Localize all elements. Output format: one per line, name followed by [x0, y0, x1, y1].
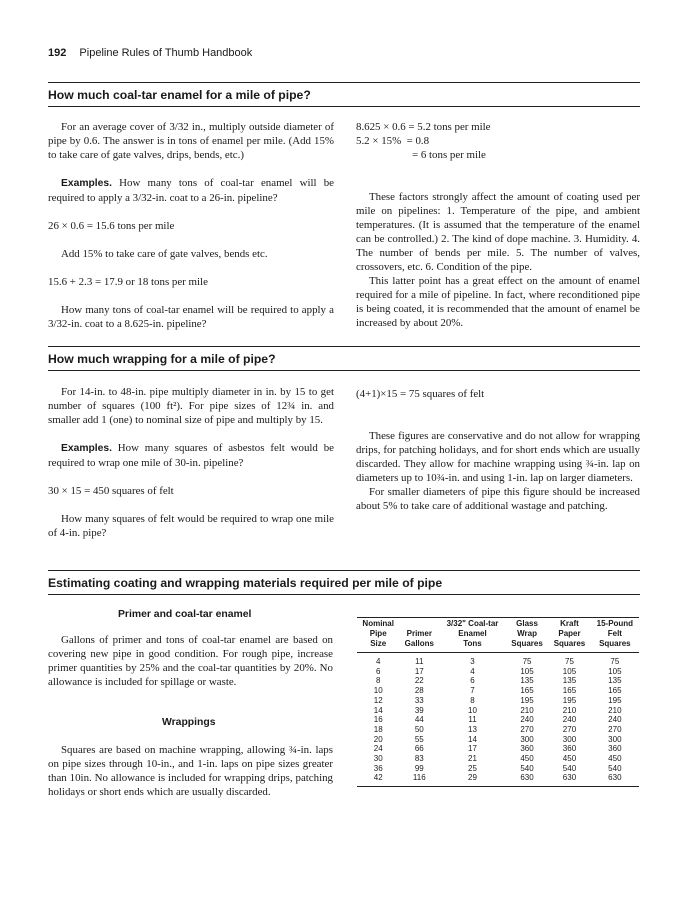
table-cell: 12	[373, 695, 383, 705]
table-cell: 195	[562, 695, 577, 705]
examples-label: Examples.	[61, 443, 112, 454]
table-cell: 16	[373, 715, 383, 725]
table-cell: 270	[562, 724, 577, 734]
table-cell: 240	[562, 715, 577, 725]
table-cell: 3	[470, 657, 475, 666]
table-cell: 210	[520, 705, 534, 715]
table-cell: 165	[608, 686, 622, 696]
table-cell: 36	[373, 763, 383, 773]
page-number: 192	[48, 47, 67, 59]
smaller-diameters-text: For smaller diameters of pipe this figure should be increased about 5% to take care of additional wastage and patching.	[356, 486, 640, 512]
book-title: Pipeline Rules of Thumb Handbook	[79, 47, 253, 59]
section1-right-column	[356, 120, 640, 330]
examples-text: How many tons of coal-tar enamel will be required to apply a 3/32-in. coat to a 26-in. pipeline?	[48, 177, 334, 204]
table-row	[357, 676, 639, 686]
table-cell: 195	[608, 695, 622, 705]
table-cell: 11	[468, 715, 477, 725]
table-cell: 14	[468, 734, 477, 744]
calc-line: 26 × 0.6 = 15.6 tons per mile	[48, 220, 175, 232]
header-felt: 15-Pound Felt Squares	[591, 618, 639, 653]
wrappings-subheading: Wrappings	[162, 717, 216, 728]
table-cell: 210	[562, 705, 577, 715]
header-kraft-paper: Kraft Paper Squares	[548, 618, 590, 653]
table-cell: 33	[414, 695, 424, 705]
section-title-wrapping: How much wrapping for a mile of pipe?	[48, 346, 640, 371]
table-cell: 540	[562, 763, 577, 773]
calc-block	[356, 120, 640, 162]
calc-line: 8.625 × 0.6 = 5.2 tons per mile	[356, 121, 491, 133]
table-cell: 300	[520, 734, 534, 744]
table-cell: 21	[468, 754, 477, 764]
table-cell: 22	[414, 676, 424, 686]
table-header-row	[357, 618, 639, 653]
section1-examples	[48, 176, 334, 205]
running-header	[48, 47, 252, 59]
table-cell: 75	[610, 657, 620, 666]
question-text: How many tons of coal-tar enamel will be required to apply a 3/32-in. coat to a 8.625-in. pipeline?	[48, 304, 334, 330]
table-cell: 165	[562, 686, 577, 696]
table-cell: 630	[591, 773, 639, 786]
table-cell: 25	[468, 763, 477, 773]
section2-right-column	[356, 387, 640, 513]
table-cell: 4	[470, 666, 475, 676]
table-cell: 75	[522, 657, 532, 666]
table-cell: 99	[414, 763, 424, 773]
section2-examples	[48, 441, 334, 470]
table-cell: 135	[520, 676, 534, 686]
table-cell: 8	[375, 676, 381, 686]
table-row	[357, 696, 639, 706]
table-row	[357, 773, 639, 786]
table-cell: 75	[565, 657, 574, 666]
table-cell: 28	[414, 686, 424, 696]
header-primer-gallons: Primer Gallons	[399, 618, 439, 653]
calc-line: 5.2 × 15% = 0.8	[356, 135, 430, 147]
table-cell: 105	[608, 666, 622, 676]
wrappings-text: Squares are based on machine wrapping, allowing ¾-in. laps on pipe sizes through 10-in., and 1-in. laps on pipe sizes greater than 10in. No allowance is included for wrapping drips, patching holidays or short ends which are usually discarded.	[48, 744, 333, 798]
table-cell: 630	[506, 773, 548, 786]
table-cell: 30	[373, 754, 383, 764]
table-cell: 8	[470, 695, 475, 705]
section2-intro: For 14-in. to 48-in. pipe multiply diameter in in. by 15 to get number of squares (100 ft²). For pipe sizes of 12¾ in. and smaller add 1 (one) to nominal size of pipe and multiply by 15.	[48, 386, 334, 426]
table-cell: 7	[470, 686, 475, 696]
table-cell: 17	[468, 744, 477, 754]
table-cell: 116	[399, 773, 439, 786]
table-cell: 55	[414, 734, 424, 744]
table-cell: 540	[520, 763, 534, 773]
latter-text: This latter point has a great effect on the amount of enamel required for a mile of pipeline. In fact, where reconditioned pipe is being coated, it is recommended that the amount of enamel be increased by about 20%.	[356, 275, 640, 329]
table-cell: 450	[608, 754, 622, 764]
table-cell: 24	[373, 744, 383, 754]
table-cell: 105	[562, 666, 577, 676]
table-row	[357, 725, 639, 735]
table-row	[357, 754, 639, 764]
table-cell: 105	[520, 666, 534, 676]
calc-line: 15.6 + 2.3 = 17.9 or 18 tons per mile	[48, 276, 208, 288]
calc-line: = 6 tons per mile	[412, 149, 486, 161]
table-cell: 83	[414, 754, 424, 764]
table-cell: 270	[608, 724, 622, 734]
table-cell: 10	[468, 705, 477, 715]
table-row	[357, 706, 639, 716]
table-cell: 450	[562, 754, 577, 764]
factors-text: These factors strongly affect the amount of coating used per mile on pipelines: 1. Temperature of the pipe, and ambient temperatures. (It is assumed that the temperature of the enamel can be controlled.) 2. The kind of dope machine. 3. Humidity. 4. The number of bends per mile. 5. The number of valves, crossovers, etc. 6. Condition of the pipe.	[356, 191, 640, 273]
table-cell: 240	[608, 715, 622, 725]
table-cell: 18	[373, 724, 383, 734]
add-allowance: Add 15% to take care of gate valves, bends etc.	[61, 248, 268, 260]
table-cell: 195	[520, 695, 534, 705]
table-cell: 10	[373, 686, 383, 696]
table-cell: 270	[520, 724, 534, 734]
table-cell: 540	[608, 763, 622, 773]
section-title-coal-tar: How much coal-tar enamel for a mile of pipe?	[48, 82, 640, 107]
table-cell: 165	[520, 686, 534, 696]
table-cell: 4	[375, 657, 381, 666]
materials-table	[357, 617, 639, 787]
table-cell: 6	[470, 676, 475, 686]
table-cell: 210	[608, 705, 622, 715]
table-row	[357, 667, 639, 677]
examples-label: Examples.	[61, 178, 112, 189]
table-cell: 14	[373, 705, 383, 715]
primer-text: Gallons of primer and tons of coal-tar enamel are based on covering new pipe in good condition. For rough pipe, increase primer quantities by 25% and the coal-tar quantities by 20%. No allowance is included for spillage or waste.	[48, 634, 333, 688]
examples-text: How many squares of asbestos felt would be required to wrap one mile of 30-in. pipeline?	[48, 442, 334, 469]
header-glass-wrap: Glass Wrap Squares	[506, 618, 548, 653]
table-cell: 42	[357, 773, 399, 786]
table-cell: 66	[414, 744, 424, 754]
table-cell: 20	[373, 734, 383, 744]
table-cell: 360	[562, 744, 577, 754]
section2-left-column	[48, 385, 334, 540]
primer-subheading: Primer and coal-tar enamel	[118, 609, 252, 620]
table-cell: 360	[520, 744, 534, 754]
conservative-text: These figures are conservative and do not allow for wrapping drips, for patching holidays, and for short ends which are usually discarded. They allow for machine wrapping using ¾-in. lap on diameters up to 10¾-in. and using 1-in. lap on larger diameters.	[356, 430, 640, 484]
table-cell: 630	[548, 773, 590, 786]
table-row	[357, 653, 639, 667]
question-text: How many squares of felt would be required to wrap one mile of 4-in. pipe?	[48, 513, 334, 539]
table-cell: 135	[608, 676, 622, 686]
table-cell: 6	[375, 666, 381, 676]
section1-left-column	[48, 120, 334, 331]
table-row	[357, 744, 639, 754]
table-cell: 39	[414, 705, 424, 715]
table-row	[357, 715, 639, 725]
section1-intro: For an average cover of 3/32 in., multiply outside diameter of pipe by 0.6. The answer is in tons of enamel per mile. (Add 15% to take care of gate valves, drips, bends, etc.)	[48, 121, 334, 161]
header-enamel-tons: 3/32" Coal-tar Enamel Tons	[439, 618, 506, 653]
table-cell: 17	[414, 666, 424, 676]
section-title-estimating: Estimating coating and wrapping materials required per mile of pipe	[48, 570, 640, 595]
table-cell: 300	[562, 734, 577, 744]
table-cell: 360	[608, 744, 622, 754]
calc-line: 30 × 15 = 450 squares of felt	[48, 485, 174, 497]
header-nominal-size: Nominal Pipe Size	[357, 618, 399, 653]
table-cell: 50	[414, 724, 424, 734]
table-cell: 11	[415, 657, 424, 666]
table-cell: 13	[468, 724, 477, 734]
table-cell: 450	[520, 754, 534, 764]
materials-table-body	[357, 653, 639, 787]
table-row	[357, 735, 639, 745]
primer-text-block	[48, 633, 333, 689]
table-cell: 44	[414, 715, 424, 725]
table-cell: 300	[608, 734, 622, 744]
table-row	[357, 686, 639, 696]
wrappings-text-block	[48, 743, 333, 799]
calc-line: (4+1)×15 = 75 squares of felt	[356, 388, 485, 400]
table-cell: 240	[520, 715, 534, 725]
table-cell: 29	[439, 773, 506, 786]
table-cell: 135	[562, 676, 577, 686]
table-row	[357, 764, 639, 774]
